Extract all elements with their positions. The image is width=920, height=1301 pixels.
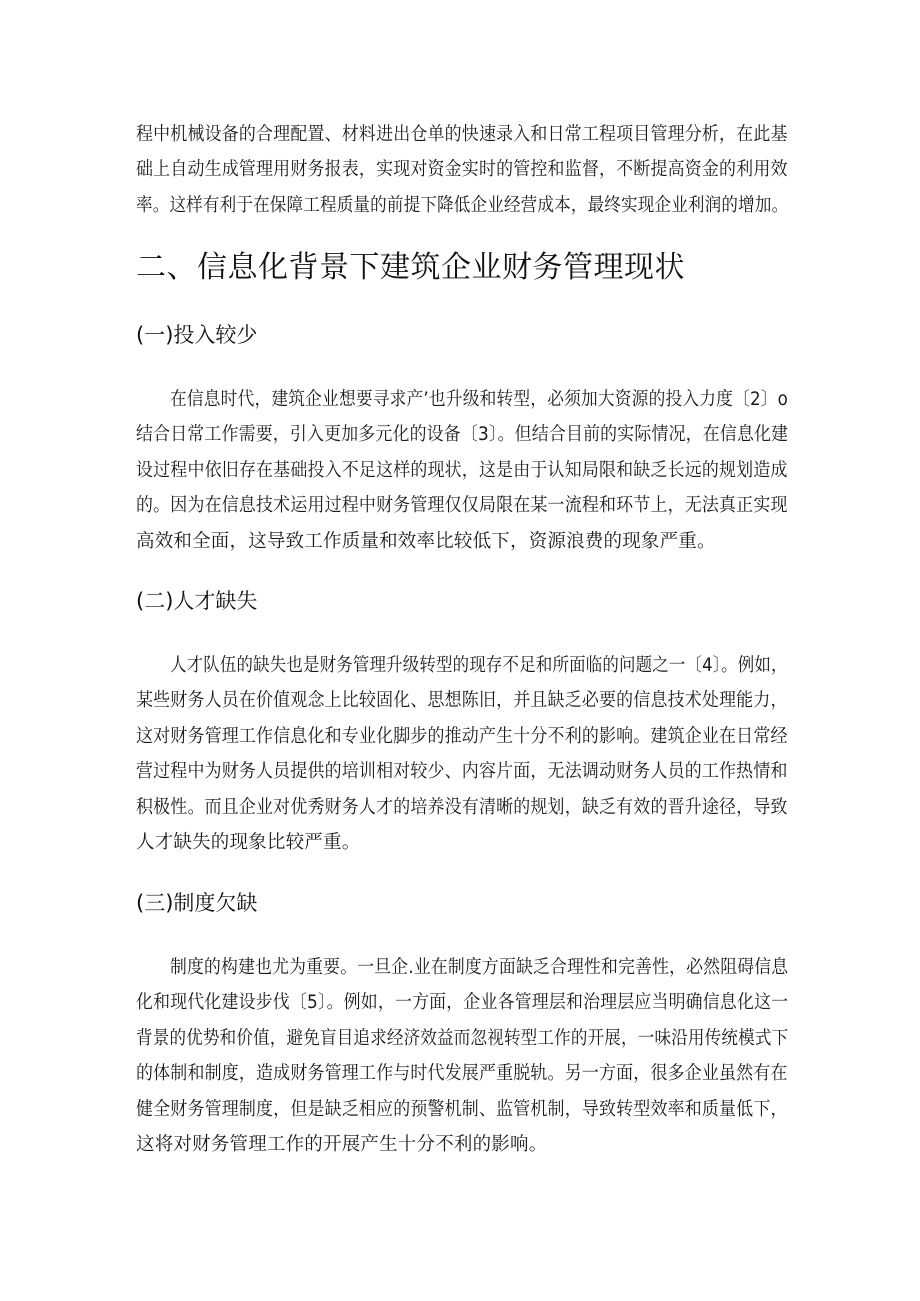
subsection-heading-2: (二)人才缺失 [136,589,258,613]
s1-line-1: 在信息时代，建筑企业想要寻求产’也升级和转型，必须加大资源的投入力度〔2〕o [170,389,789,410]
s1-line-3: 设过程中依旧存在基础投入不足这样的现状，这是由于认知局限和缺乏长远的规划造成 [136,460,788,481]
intro-line-2: 础上自动生成管理用财务报表，实现对资金实时的管控和监督，不断提高资金的利用效 [136,159,788,180]
s3-line-2: 化和现代化建设步伐〔5〕。例如，一方面，企业各管理层和治理层应当明确信息化这一 [136,992,789,1013]
s2-line-1: 人才队伍的缺失也是财务管理升级转型的现存不足和所面临的问题之一〔4〕。例如， [170,655,788,676]
s2-line-2: 某些财务人员在价值观念上比较固化、思想陈旧，并且缺乏必要的信息技术处理能力， [136,690,788,711]
subsection-heading-1: (一)投入较少 [136,323,258,347]
s3-line-3: 背景的优势和价值，避免盲目追求经济效益而忽视转型工作的开展，一味沿用传统模式下 [136,1028,789,1049]
intro-line-3: 率。这样有利于在保障工程质量的前提下降低企业经营成本，最终实现企业利润的增加。 [136,195,789,216]
s2-line-5: 积极性。而且企业对优秀财务人才的培养没有清晰的规划，缺乏有效的晋升途径，导致 [136,797,788,818]
s1-line-5: 高效和全面，这导致工作质量和效率比较低下，资源浪费的现象严重。 [136,531,716,552]
s3-line-5: 健全财务管理制度，但是缺乏相应的预警机制、监管机制，导致转型效率和质量低下， [136,1099,788,1120]
s2-line-4: 营过程中为财务人员提供的培训相对较少、内容片面，无法调动财务人员的工作热情和 [136,761,788,782]
s1-line-4: 的。因为在信息技术运用过程中财务管理仅仅局限在某一流程和环节上，无法真正实现 [136,495,788,516]
section-heading-main: 二、信息化背景下建筑企业财务管理现状 [136,250,685,285]
s2-line-6: 人才缺失的现象比较严重。 [136,832,361,853]
subsection-heading-3: (三)制度欠缺 [136,891,258,915]
s3-line-4: 的体制和制度，造成财务管理工作与时代发展严重脱轨。另一方面，很多企业虽然有在 [136,1063,788,1084]
intro-line-1: 程中机械设备的合理配置、材料进出仓单的快速录入和日常工程项目管理分析，在此基 [136,124,788,145]
s2-line-3: 这对财务管理工作信息化和专业化脚步的推动产生十分不利的影响。建筑企业在日常经 [136,726,788,747]
s3-line-1: 制度的构建也尤为重要。一旦企.业在制度方面缺乏合理性和完善性，必然阻碍信息 [170,957,789,978]
s3-line-6: 这将对财务管理工作的开展产生十分不利的影响。 [136,1134,548,1155]
s1-line-2: 结合日常工作需要，引入更加多元化的设备〔3〕。但结合目前的实际情况，在信息化建 [136,424,789,445]
